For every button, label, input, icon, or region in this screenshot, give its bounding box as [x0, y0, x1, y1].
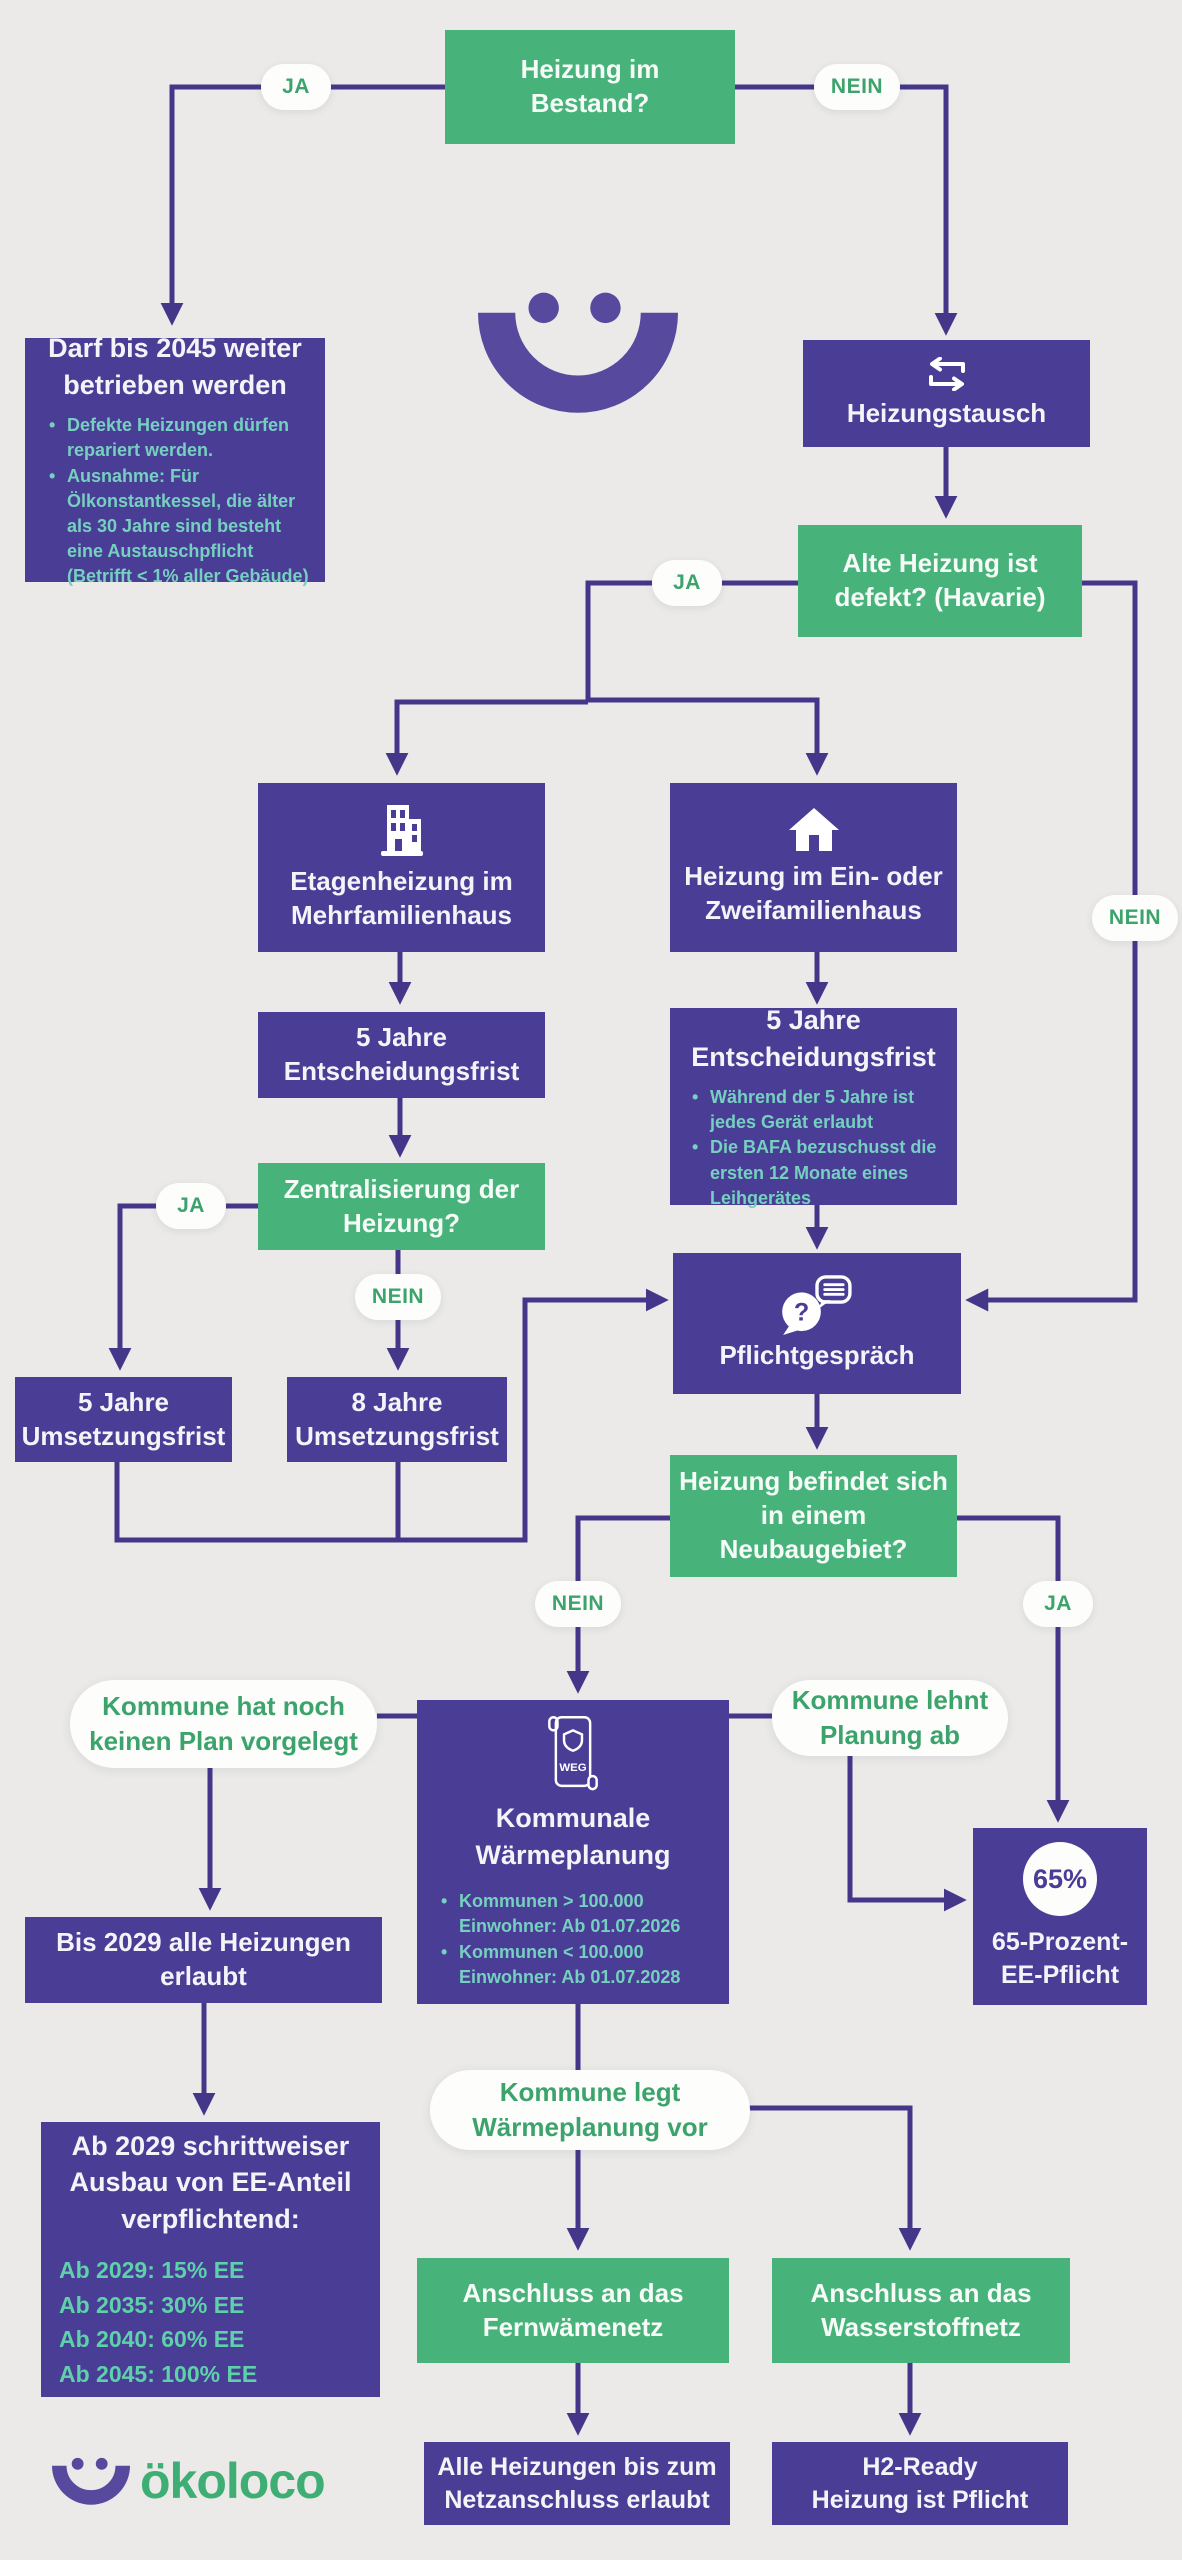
node-kommunale-waermeplanung — [417, 1700, 729, 2004]
node-heizung-im-bestand — [445, 30, 735, 144]
node-label: Heizung befindet sich in einem Neubaugebiet? — [679, 1466, 948, 1564]
bullet-item: • Kommunen > 100.000 Einwohner: Ab 01.07.2026 — [439, 1889, 713, 1939]
node-bullet-list — [41, 413, 309, 589]
node-neubaugebiet — [670, 1455, 957, 1577]
node-ein-zweifamilienhaus — [670, 783, 957, 952]
decision-label-ja: JA — [261, 64, 331, 110]
node-bullet-list — [684, 1085, 943, 1211]
decision-label-nein: NEIN — [1092, 895, 1178, 941]
decision-label-nein: NEIN — [355, 1274, 441, 1320]
node-umsetzungsfrist-5 — [15, 1377, 232, 1462]
node-label: 65-Prozent-EE-Pflicht — [991, 1928, 1129, 1989]
node-heizungstausch — [803, 340, 1090, 447]
node-label: H2-Ready — [862, 2453, 978, 2481]
node-65-prozent-pflicht — [973, 1828, 1147, 2005]
bullet-item: • Defekte Heizungen dürfen repariert werden. — [47, 413, 309, 463]
node-title: 5 Jahre Entscheidungsfrist — [691, 1005, 936, 1072]
node-label: 5 Jahre Entscheidungsfrist — [283, 1022, 520, 1086]
node-wasserstoffnetz — [772, 2258, 1070, 2363]
node-label: Bis 2029 alle Heizungen erlaubt — [56, 1927, 351, 1991]
node-label: Alle Heizungen bis zum Netzanschluss erlaubt — [437, 2453, 717, 2514]
svg-text:WEG: WEG — [559, 1762, 587, 1775]
node-label: Zentralisierung der Heizung? — [283, 1173, 520, 1238]
swap-icon — [923, 357, 971, 391]
house-icon — [789, 808, 839, 852]
decision-label-ja: JA — [156, 1183, 226, 1229]
weg-scroll-icon — [542, 1714, 604, 1792]
node-label: Heizungstausch — [846, 397, 1047, 428]
node-umsetzungsfrist-8 — [287, 1377, 507, 1462]
node-ab-2029-ausbau — [41, 2122, 380, 2397]
node-bis-2029-erlaubt — [25, 1917, 382, 2003]
node-label: Anschluss an das Wasserstoffnetz — [810, 2277, 1032, 2342]
node-label: Alte Heizung ist defekt? (Havarie) — [834, 548, 1046, 612]
node-darf-bis-2045 — [25, 333, 325, 587]
svg-text:?: ? — [793, 1298, 810, 1327]
node-netzanschluss-erlaubt — [424, 2442, 730, 2525]
node-label: 8 Jahre Umsetzungsfrist — [295, 1386, 499, 1451]
bullet-item: • Während der 5 Jahre ist jedes Gerät erlaubt — [690, 1085, 943, 1135]
node-label: Anschluss an das Fernwämenetz — [462, 2277, 684, 2342]
node-entscheidungsfrist-rechts — [670, 1005, 957, 1208]
decision-label-nein: NEIN — [814, 64, 900, 110]
smiley-logo-icon — [52, 2457, 130, 2505]
decision-label-ja: JA — [652, 560, 722, 606]
ee-share-item: Ab 2040: 60% EE — [59, 2326, 245, 2353]
node-label: 5 Jahre Umsetzungsfrist — [21, 1386, 226, 1451]
building-icon — [379, 803, 425, 857]
ee-share-item: Ab 2035: 30% EE — [59, 2291, 245, 2318]
bullet-item: • Die BAFA bezuschusst die ersten 12 Monate eines Leihgerätes — [690, 1135, 943, 1211]
bubble-kommune-kein-plan: Kommune hat noch keinen Plan vorgelegt — [70, 1680, 377, 1768]
node-fernwaermenetz — [417, 2258, 729, 2363]
node-label: Heizung im Ein- oder Zweifamilienhaus — [684, 860, 943, 925]
ee-share-item: Ab 2045: 100% EE — [59, 2360, 258, 2387]
decision-label-nein: NEIN — [535, 1581, 621, 1627]
chat-question-icon — [780, 1275, 854, 1335]
node-pflichtgespraech — [673, 1253, 961, 1394]
decision-label-ja: JA — [1023, 1581, 1093, 1627]
ee-share-list — [59, 2253, 257, 2391]
node-zentralisierung — [258, 1163, 545, 1250]
node-label: Heizung im Bestand? — [520, 54, 660, 118]
node-label: Etagenheizung im Mehrfamilienhaus — [290, 865, 513, 930]
node-etagenheizung — [258, 783, 545, 952]
65-percent-badge: 65% — [1023, 1842, 1097, 1916]
bullet-item: • Kommunen < 100.000 Einwohner: Ab 01.07.2028 — [439, 1940, 713, 1990]
node-label: Heizung ist Pflicht — [811, 2485, 1029, 2514]
node-h2-ready-pflicht — [772, 2442, 1068, 2525]
smiley-logo-icon — [478, 290, 678, 414]
node-entscheidungsfrist-links — [258, 1012, 545, 1098]
node-bullet-list — [433, 1889, 713, 1990]
node-alte-heizung-defekt — [798, 525, 1082, 637]
node-title: Kommunale Wärmeplanung — [475, 1803, 671, 1870]
bullet-item: • Ausnahme: Für Ölkonstantkessel, die älter als 30 Jahre sind besteht eine Austauschpflicht (Betrifft < 1% aller Gebäude) — [47, 464, 309, 590]
brand-logo-text: ökoloco — [140, 2453, 325, 2509]
ee-share-item: Ab 2029: 15% EE — [59, 2257, 245, 2284]
node-label: Pflichtgespräch — [719, 1339, 915, 1370]
bubble-kommune-legt-vor: Kommune legt Wärmeplanung vor — [430, 2070, 750, 2150]
node-title: Darf bis 2045 weiter betrieben werden — [48, 333, 302, 400]
node-title: Ab 2029 schrittweiser Ausbau von EE-Anteil verpflichtend: — [69, 2130, 352, 2234]
bubble-kommune-lehnt: Kommune lehnt Planung ab — [772, 1680, 1008, 1756]
brand-logo — [52, 2452, 325, 2510]
